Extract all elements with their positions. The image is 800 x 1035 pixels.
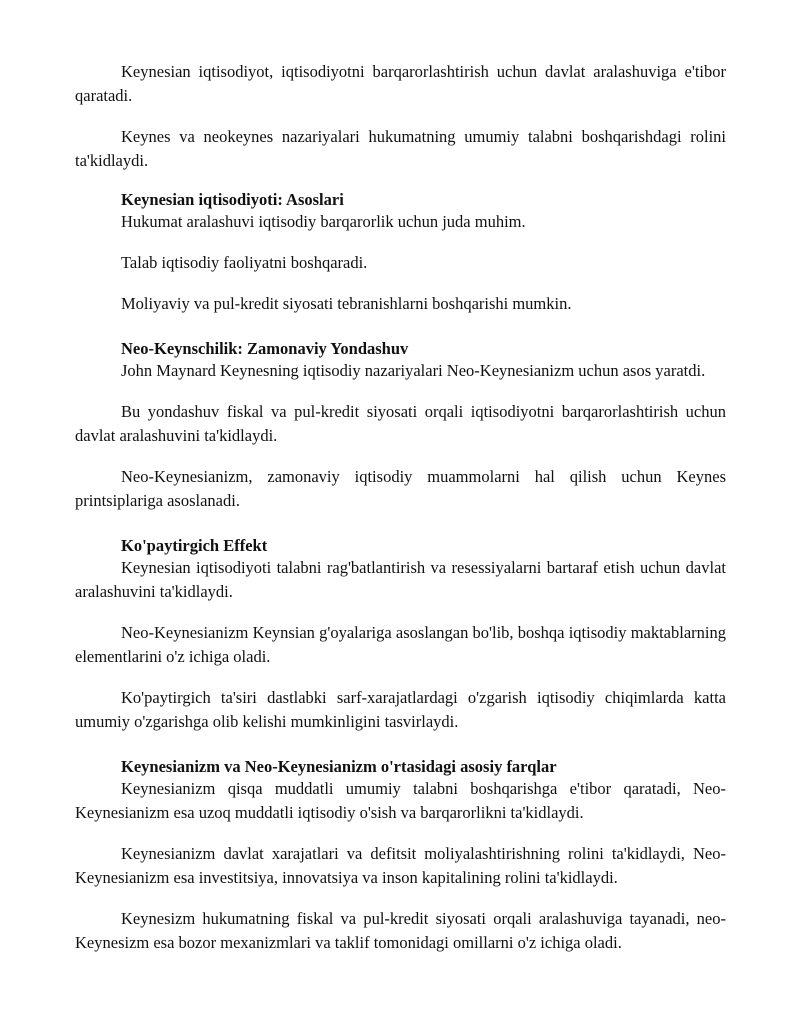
section-paragraph: Hukumat aralashuvi iqtisodiy barqarorlik uchun juda muhim. <box>121 212 526 231</box>
section-paragraph: Keynesizm hukumatning fiskal va pul-kredit siyosati orqali aralashuviga tayanadi, neo-Keynesizm esa bozor mexanizmlari va taklif tomonidagi omillarni o'z ichiga oladi. <box>75 909 726 952</box>
section-multiplier-effect <box>75 536 726 734</box>
section-paragraph: Neo-Keynesianizm Keynsian g'oyalariga asoslangan bo'lib, boshqa iqtisodiy maktablarning elementlarini o'z ichiga oladi. <box>75 623 726 666</box>
section-paragraph: Bu yondashuv fiskal va pul-kredit siyosati orqali iqtisodiyotni barqarorlashtirish uchun davlat aralashuvini ta'kidlaydi. <box>75 402 726 445</box>
section-heading: Keynesian iqtisodiyoti: Asoslari <box>121 190 344 209</box>
section-key-differences <box>75 757 726 955</box>
section-paragraph: John Maynard Keynesning iqtisodiy nazariyalari Neo-Keynesianizm uchun asos yaratdi. <box>121 361 706 380</box>
section-neo-keynesian <box>75 339 726 513</box>
section-paragraph: Moliyaviy va pul-kredit siyosati tebranishlarni boshqarishi mumkin. <box>121 294 572 313</box>
section-paragraph: Neo-Keynesianizm, zamonaviy iqtisodiy muammolarni hal qilish uchun Keynes printsiplariga asoslanadi. <box>75 467 726 510</box>
document-page <box>75 60 726 972</box>
section-paragraph: Keynesianizm davlat xarajatlari va defitsit moliyalashtirishning rolini ta'kidlaydi, Neo-Keynesianizm esa investitsiya, innovatsiya va inson kapitalining rolini ta'kidlaydi. <box>75 844 726 887</box>
section-keynesian-basics <box>75 190 726 316</box>
section-heading: Neo-Keynschilik: Zamonaviy Yondashuv <box>121 339 409 358</box>
section-paragraph: Keynesian iqtisodiyoti talabni rag'batlantirish va resessiyalarni bartaraf etish uchun davlat aralashuvini ta'kidlaydi. <box>75 558 726 601</box>
section-heading: Ko'paytirgich Effekt <box>121 536 268 555</box>
intro-paragraph: Keynes va neokeynes nazariyalari hukumatning umumiy talabni boshqarishdagi rolini ta'kidlaydi. <box>75 127 726 170</box>
section-heading: Keynesianizm va Neo-Keynesianizm o'rtasidagi asosiy farqlar <box>121 757 557 776</box>
section-paragraph: Ko'paytirgich ta'siri dastlabki sarf-xarajatlardagi o'zgarish iqtisodiy chiqimlarda katta umumiy o'zgarishga olib kelishi mumkinligini tasvirlaydi. <box>75 688 726 731</box>
intro-paragraph: Keynesian iqtisodiyot, iqtisodiyotni barqarorlashtirish uchun davlat aralashuviga e'tibor qaratadi. <box>75 62 726 105</box>
section-paragraph: Talab iqtisodiy faoliyatni boshqaradi. <box>121 253 368 272</box>
section-paragraph: Keynesianizm qisqa muddatli umumiy talabni boshqarishga e'tibor qaratadi, Neo-Keynesianizm esa uzoq muddatli iqtisodiy o'sish va barqarorlikni ta'kidlaydi. <box>75 779 726 822</box>
